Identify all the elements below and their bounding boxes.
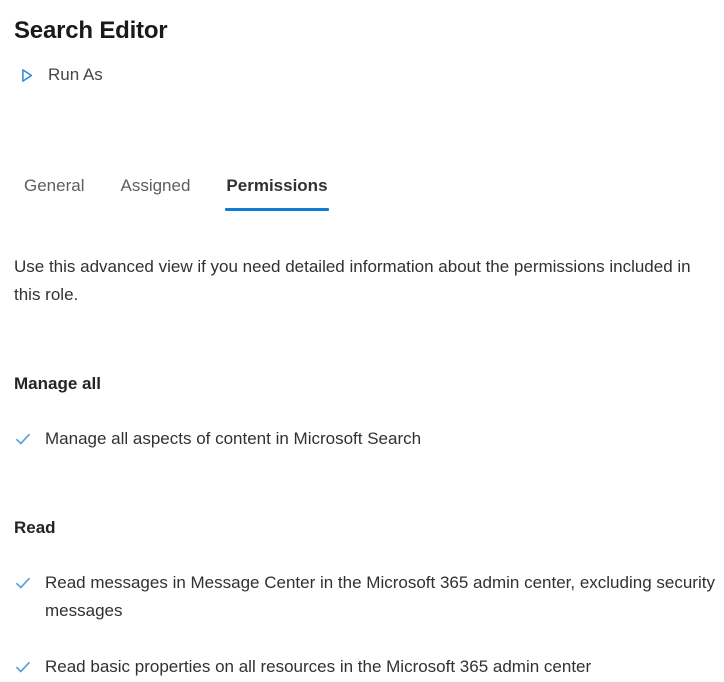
tab-assigned[interactable]: Assigned [110,167,200,211]
permission-item [14,569,724,625]
tab-general[interactable]: General [14,167,94,211]
checkmark-icon [14,574,32,592]
section-manage-all [14,373,724,453]
permission-item [14,653,724,681]
permission-text: Manage all aspects of content in Microsoft Search [45,428,422,448]
permission-text: Read messages in Message Center in the Microsoft 365 admin center, excluding security messages [45,572,715,620]
permissions-description: Use this advanced view if you need detailed information about the permissions included in this role. [14,256,691,304]
run-as-label: Run As [48,65,103,84]
section-read [14,517,724,681]
run-as-button[interactable] [14,62,107,88]
permission-item [14,425,724,453]
section-title: Manage all [14,373,101,393]
checkmark-icon [14,430,32,448]
page-title: Search Editor [14,17,168,44]
tab-permissions[interactable]: Permissions [216,167,337,211]
permission-text: Read basic properties on all resources in the Microsoft 365 admin center [45,656,592,676]
play-icon [18,67,35,84]
section-title: Read [14,517,56,537]
checkmark-icon [14,658,32,676]
tab-bar [14,167,724,211]
